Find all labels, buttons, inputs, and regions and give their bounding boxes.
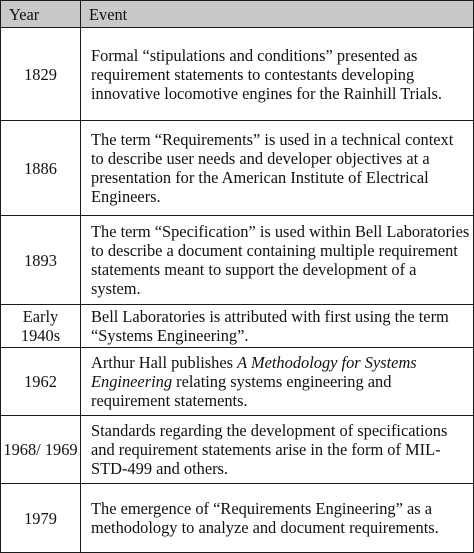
event-cell [81, 348, 474, 416]
table-row [1, 484, 474, 553]
book-title: A Methodology for Systems Engineering [91, 353, 417, 391]
year-cell: 1968/ 1969 [1, 416, 81, 484]
event-text-prefix: Arthur Hall publishes [91, 353, 238, 372]
event-cell: The term “Requirements” is used in a technical context to describe user needs and developer objectives at a presentation for the American Institute of Electrical Engineers. [81, 121, 474, 216]
table-header-row [1, 1, 474, 28]
year-cell: 1886 [1, 121, 81, 216]
table-row [1, 416, 474, 484]
event-cell: The term “Specification” is used within Bell Laboratories to describe a document containing multiple requirement statements meant to support the development of a system. [81, 216, 474, 305]
column-header-event: Event [81, 1, 474, 28]
year-cell: 1829 [1, 28, 81, 121]
table-row [1, 28, 474, 121]
table-row [1, 121, 474, 216]
table-row [1, 348, 474, 416]
event-cell: The emergence of “Requirements Engineering” as a methodology to analyze and document requirements. [81, 484, 474, 553]
event-text-suffix: relating systems engineering and requirement statements. [91, 372, 392, 410]
event-cell: Formal “stipulations and conditions” presented as requirement statements to contestants developing innovative locomotive engines for the Rainhill Trials. [81, 28, 474, 121]
year-cell: Early 1940s [1, 305, 81, 348]
event-cell: Standards regarding the development of specifications and requirement statements arise in the form of MIL-STD-499 and others. [81, 416, 474, 484]
year-cell: 1979 [1, 484, 81, 553]
table-row [1, 216, 474, 305]
event-cell: Bell Laboratories is attributed with first using the term “Systems Engineering”. [81, 305, 474, 348]
table-row [1, 305, 474, 348]
year-cell: 1962 [1, 348, 81, 416]
column-header-year: Year [1, 1, 81, 28]
year-cell: 1893 [1, 216, 81, 305]
